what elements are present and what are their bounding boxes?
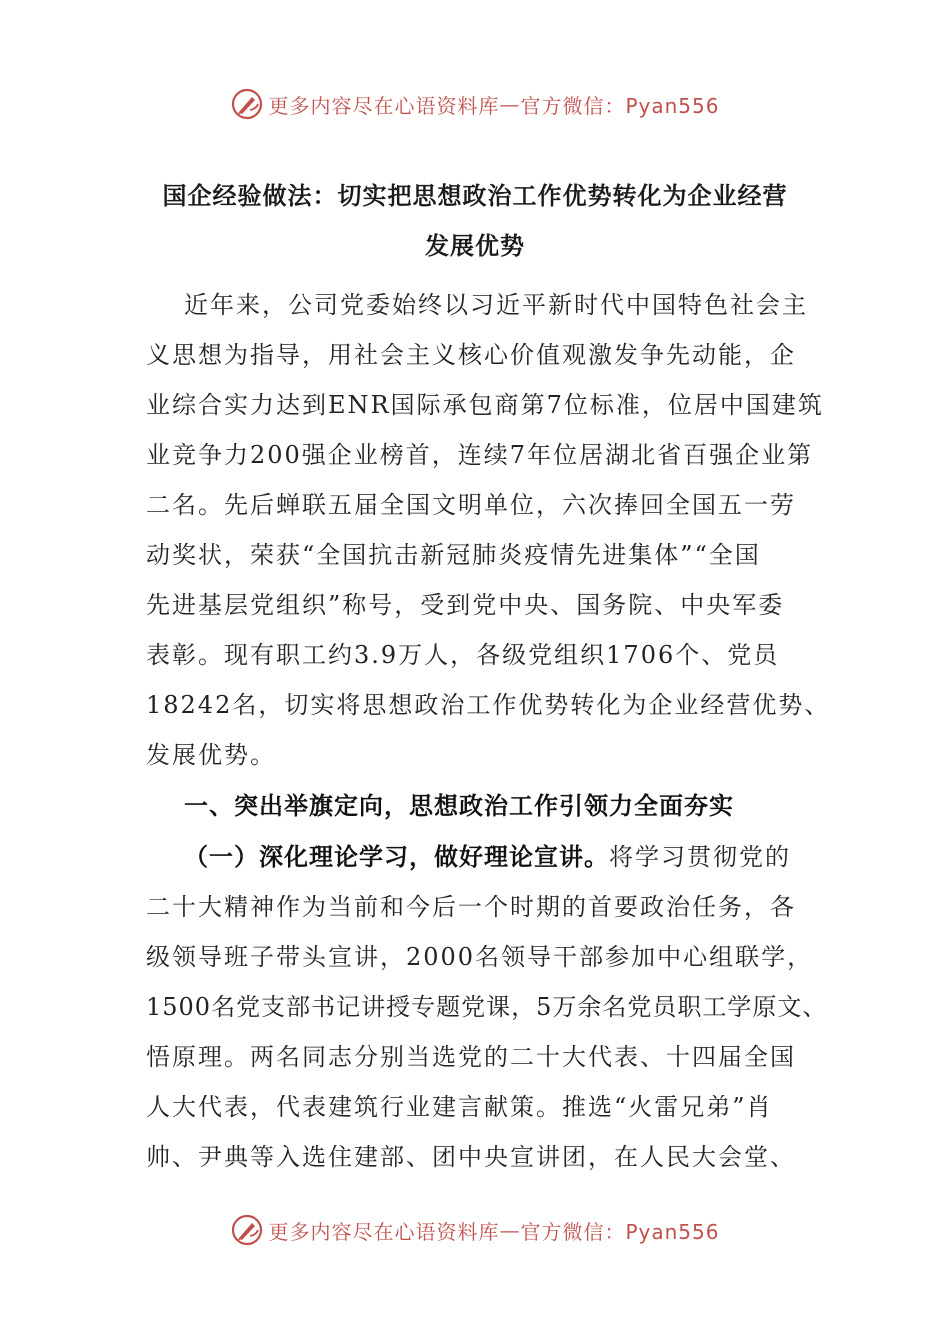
footer-watermark <box>0 1210 950 1250</box>
paragraph-line: 动奖状，荣获“全国抗击新冠肺炎疫情先进集体”“全国 <box>146 541 761 569</box>
paragraph-line: 先进基层党组织”称号，受到党中央、国务院、中央军委 <box>146 591 785 619</box>
paragraph-line: 二十大精神作为当前和今后一个时期的首要政治任务，各 <box>146 893 796 921</box>
paragraph-line: 近年来，公司党委始终以习近平新时代中国特色社会主 <box>184 291 808 319</box>
watermark-dash: — <box>499 92 521 116</box>
watermark-text: 更多内容尽在心语资料库 <box>268 93 500 118</box>
subsection-heading: （一）深化理论学习，做好理论宣讲。 <box>184 843 609 871</box>
paragraph-line: 业综合实力达到ENR国际承包商第7位标准，位居中国建筑 <box>146 391 824 419</box>
watermark-text: 更多内容尽在心语资料库 <box>268 1219 500 1244</box>
watermark-wechat: 官方微信：Pyan556 <box>520 93 720 118</box>
pen-logo-icon <box>230 87 264 121</box>
header-watermark <box>0 84 950 124</box>
paragraph-line: 级领导班子带头宣讲，2000名领导干部参加中心组联学， <box>146 943 814 971</box>
pen-logo-icon <box>230 1213 264 1247</box>
paragraph-line: 表彰。现有职工约3.9万人，各级党组织1706个、党员 <box>146 641 780 669</box>
document-title-line-1: 国企经验做法：切实把思想政治工作优势转化为企业经营 <box>162 182 788 210</box>
paragraph-line: 帅、尹典等入选住建部、团中央宣讲团，在人民大会堂、 <box>146 1143 796 1171</box>
paragraph-line: 18242名，切实将思想政治工作优势转化为企业经营优势、 <box>146 691 831 719</box>
paragraph-line: 悟原理。两名同志分别当选党的二十大代表、十四届全国 <box>146 1043 796 1071</box>
paragraph-line: 二名。先后蝉联五届全国文明单位，六次捧回全国五一劳 <box>146 491 796 519</box>
watermark-wechat: 官方微信：Pyan556 <box>520 1219 720 1244</box>
paragraph-line: 业竞争力200强企业榜首，连续7年位居湖北省百强企业第 <box>146 441 814 469</box>
paragraph-line: 义思想为指导，用社会主义核心价值观激发争先动能，企 <box>146 341 796 369</box>
document-title-line-2: 发展优势 <box>425 232 525 260</box>
watermark-dash: — <box>499 1218 521 1242</box>
section-heading-1: 一、突出举旗定向，思想政治工作引领力全面夯实 <box>184 792 734 820</box>
subsection-line <box>184 832 864 882</box>
subsection-text: 将学习贯彻党的 <box>609 843 791 871</box>
paragraph-line: 1500名党支部书记讲授专题党课，5万余名党员职工学原文、 <box>146 993 828 1021</box>
paragraph-line: 人大代表，代表建筑行业建言献策。推选“火雷兄弟”肖 <box>146 1093 773 1121</box>
paragraph-line: 发展优势。 <box>146 741 276 769</box>
